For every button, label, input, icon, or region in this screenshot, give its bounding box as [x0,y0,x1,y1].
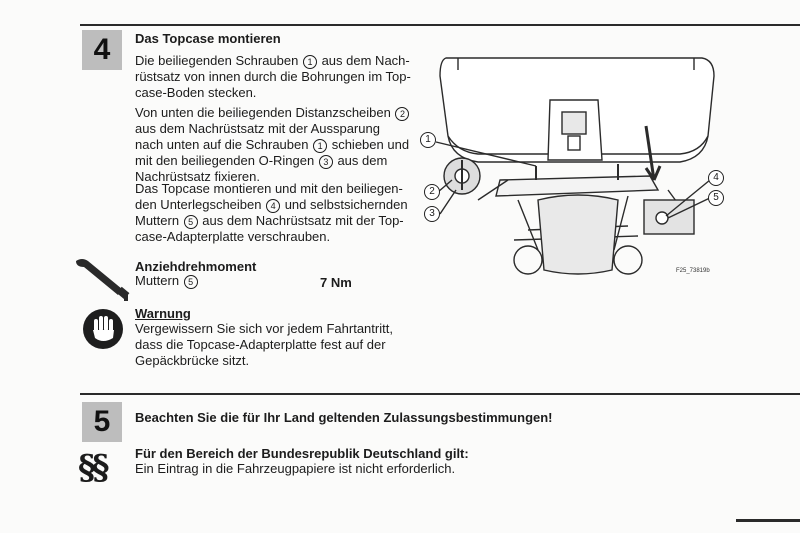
warning-text: Vergewissern Sie sich vor jedem Fahrtantritt, dass die Topcase-Adapterplatte fest auf der Gepäckbrücke sitzt. [135,321,393,368]
topcase-mounting-figure [418,40,736,280]
paragraph-law-icon: §§ [78,448,106,488]
step-4-paragraph-3: Das Topcase montieren und mit den beiliegen- den Unterlegscheiben 4 und selbstsichernden Muttern 5 aus dem Nachrüstsatz mit der Top- case-Adapterplatte verschrauben. [135,181,408,244]
figure-callout-1: 1 [420,132,436,148]
bottom-corner-rule [736,519,800,522]
step-5-subtitle: Für den Bereich der Bundesrepublik Deutschland gilt: [135,446,469,461]
step-4-number: 4 [82,30,122,70]
torque-title: Anziehdrehmoment [135,259,257,274]
figure-callout-2: 2 [424,184,440,200]
figure-callout-5: 5 [708,190,724,206]
figure-id: F25_73819b [676,268,710,274]
torque-wrench-icon [74,255,134,303]
step-5-title: Beachten Sie die für Ihr Land geltenden Zulassungsbestimmungen! [135,410,553,425]
step-5-text: Ein Eintrag in die Fahrzeugpapiere ist nicht erforderlich. [135,461,456,476]
warning-hand-icon [82,308,124,350]
warning-title: Warnung [135,306,191,321]
step-4-paragraph-2: Von unten die beiliegenden Distanzscheiben 2 aus dem Nachrüstsatz mit der Aussparung nach unten auf die Schrauben 1 schieben und mit den beiliegenden O-Ringen 3 aus dem Nachrüstsatz fixieren. [135,105,410,184]
figure-callout-3: 3 [424,206,440,222]
middle-rule [80,393,800,395]
step-4-title: Das Topcase montieren [135,31,281,46]
step-4-paragraph-1: Die beiliegenden Schrauben 1 aus dem Nach- rüstsatz von innen durch die Bohrungen im Top- case-Boden stecken. [135,53,411,100]
torque-value: 7 Nm [320,275,352,290]
torque-item: Muttern 5 [135,273,199,289]
top-rule [80,24,800,26]
figure-callout-4: 4 [708,170,724,186]
step-5-number: 5 [82,402,122,442]
